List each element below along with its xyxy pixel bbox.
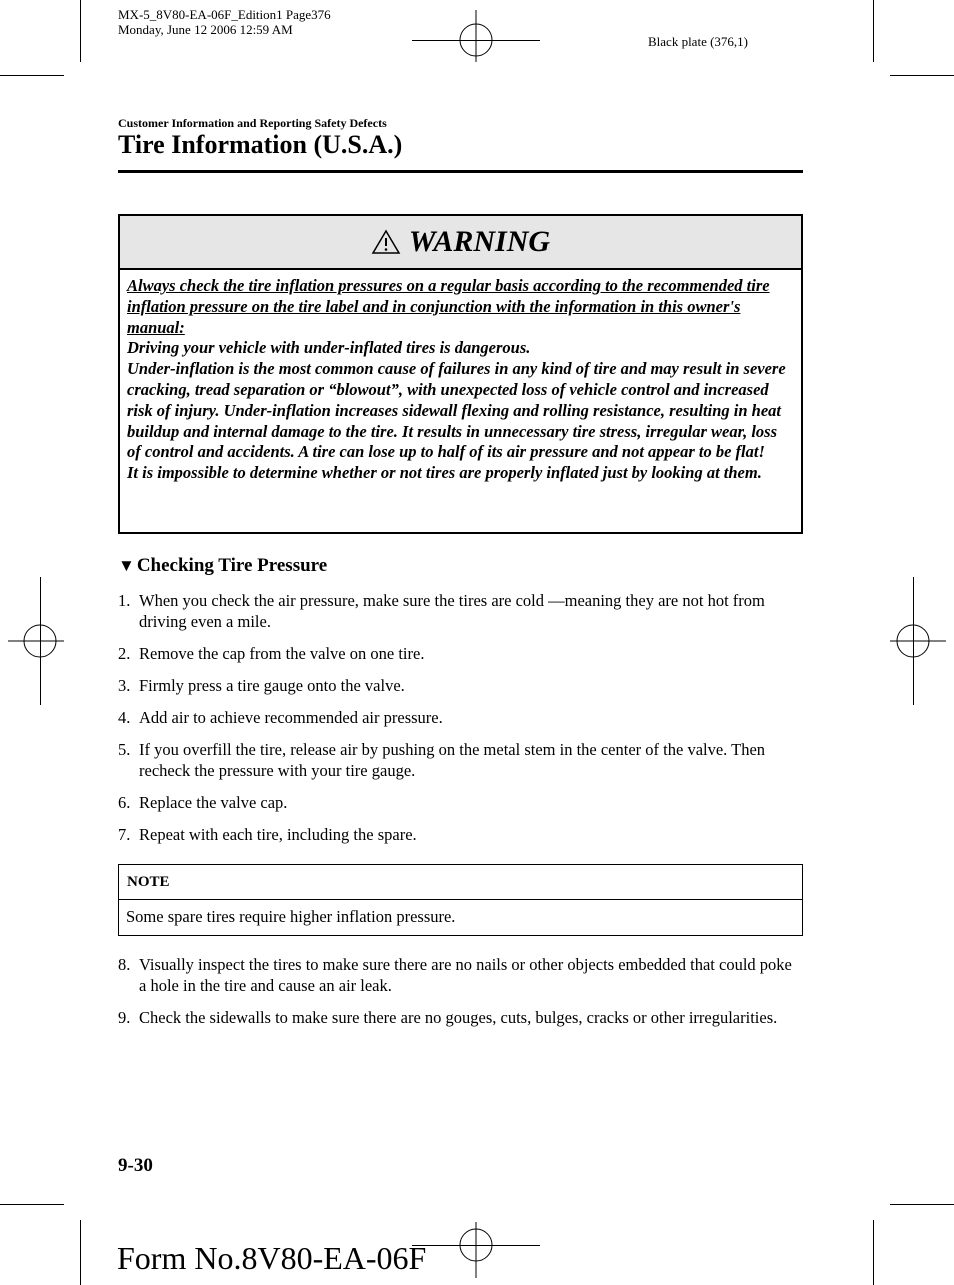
warning-paragraph: Under-inflation is the most common cause of failures in any kind of tire and may result in severe cracking, tread separation or “blowout”, with unexpected loss of vehicle control and increased risk of injury. Under-inflation increases sidewall flexing and rolling resistance, resulting in heat buildup and internal damage to the tire. It results in unnecessary tire stress, irregular wear, loss of control and accidents. A tire can lose up to half of its air pressure and not appear to be flat!	[127, 359, 786, 462]
form-number: Form No.8V80-EA-06F	[117, 1240, 427, 1276]
title-rule	[118, 170, 803, 173]
registration-mark-left	[8, 621, 64, 661]
subsection-heading	[118, 555, 327, 577]
triangle-down-icon: ▼	[118, 556, 135, 575]
list-item: 9. Check the sidewalls to make sure there are no gouges, cuts, bulges, cracks or other irregularities.	[118, 1008, 778, 1027]
registration-mark-bottom	[456, 1222, 496, 1278]
steps-list-first	[118, 590, 803, 856]
print-timestamp: Monday, June 12 2006 12:59 AM	[118, 22, 293, 37]
list-item: 5. If you overfill the tire, release air by pushing on the metal stem in the center of the valve. Then recheck the pressure with your tire gauge.	[118, 740, 766, 780]
print-job-name: MX-5_8V80-EA-06F_Edition1 Page376	[118, 7, 331, 22]
list-item: 7. Repeat with each tire, including the spare.	[118, 825, 417, 844]
note-heading: NOTE	[119, 865, 802, 900]
list-item: 4. Add air to achieve recommended air pressure.	[118, 708, 443, 727]
print-header	[118, 7, 331, 37]
plate-label: Black plate (376,1)	[648, 34, 748, 49]
warning-box	[118, 214, 803, 534]
warning-header	[120, 216, 801, 270]
section-label: Customer Information and Reporting Safety Defects	[118, 116, 387, 130]
list-item: 6. Replace the valve cap.	[118, 793, 288, 812]
note-text: Some spare tires require higher inflation pressure.	[126, 907, 456, 926]
page-number: 9-30	[118, 1155, 153, 1176]
steps-list-second	[118, 954, 803, 1039]
registration-mark-right	[890, 621, 946, 661]
registration-mark-top	[456, 10, 496, 62]
list-item: 2. Remove the cap from the valve on one tire.	[118, 644, 425, 663]
list-item: 8. Visually inspect the tires to make sure there are no nails or other objects embedded that could poke a hole in the tire and cause an air leak.	[118, 955, 792, 995]
list-item: 1. When you check the air pressure, make sure the tires are cold —meaning they are not hot from driving even a mile.	[118, 591, 765, 631]
subsection-heading-text: Checking Tire Pressure	[136, 555, 328, 576]
warning-body	[120, 270, 801, 484]
note-box	[118, 864, 803, 936]
warning-paragraph: Driving your vehicle with under-inflated tires is dangerous.	[127, 338, 531, 358]
warning-paragraph: It is impossible to determine whether or not tires are properly inflated just by looking at them.	[127, 463, 762, 483]
page-title: Tire Information (U.S.A.)	[118, 130, 403, 159]
warning-title: WARNING	[408, 225, 551, 258]
warning-triangle-icon	[371, 229, 401, 255]
list-item: 3. Firmly press a tire gauge onto the valve.	[118, 676, 405, 695]
warning-underlined-text: Always check the tire inflation pressures on a regular basis according to the recommended tire inflation pressure on the tire label and in conjunction with the information in this owner's manual:	[127, 276, 770, 337]
